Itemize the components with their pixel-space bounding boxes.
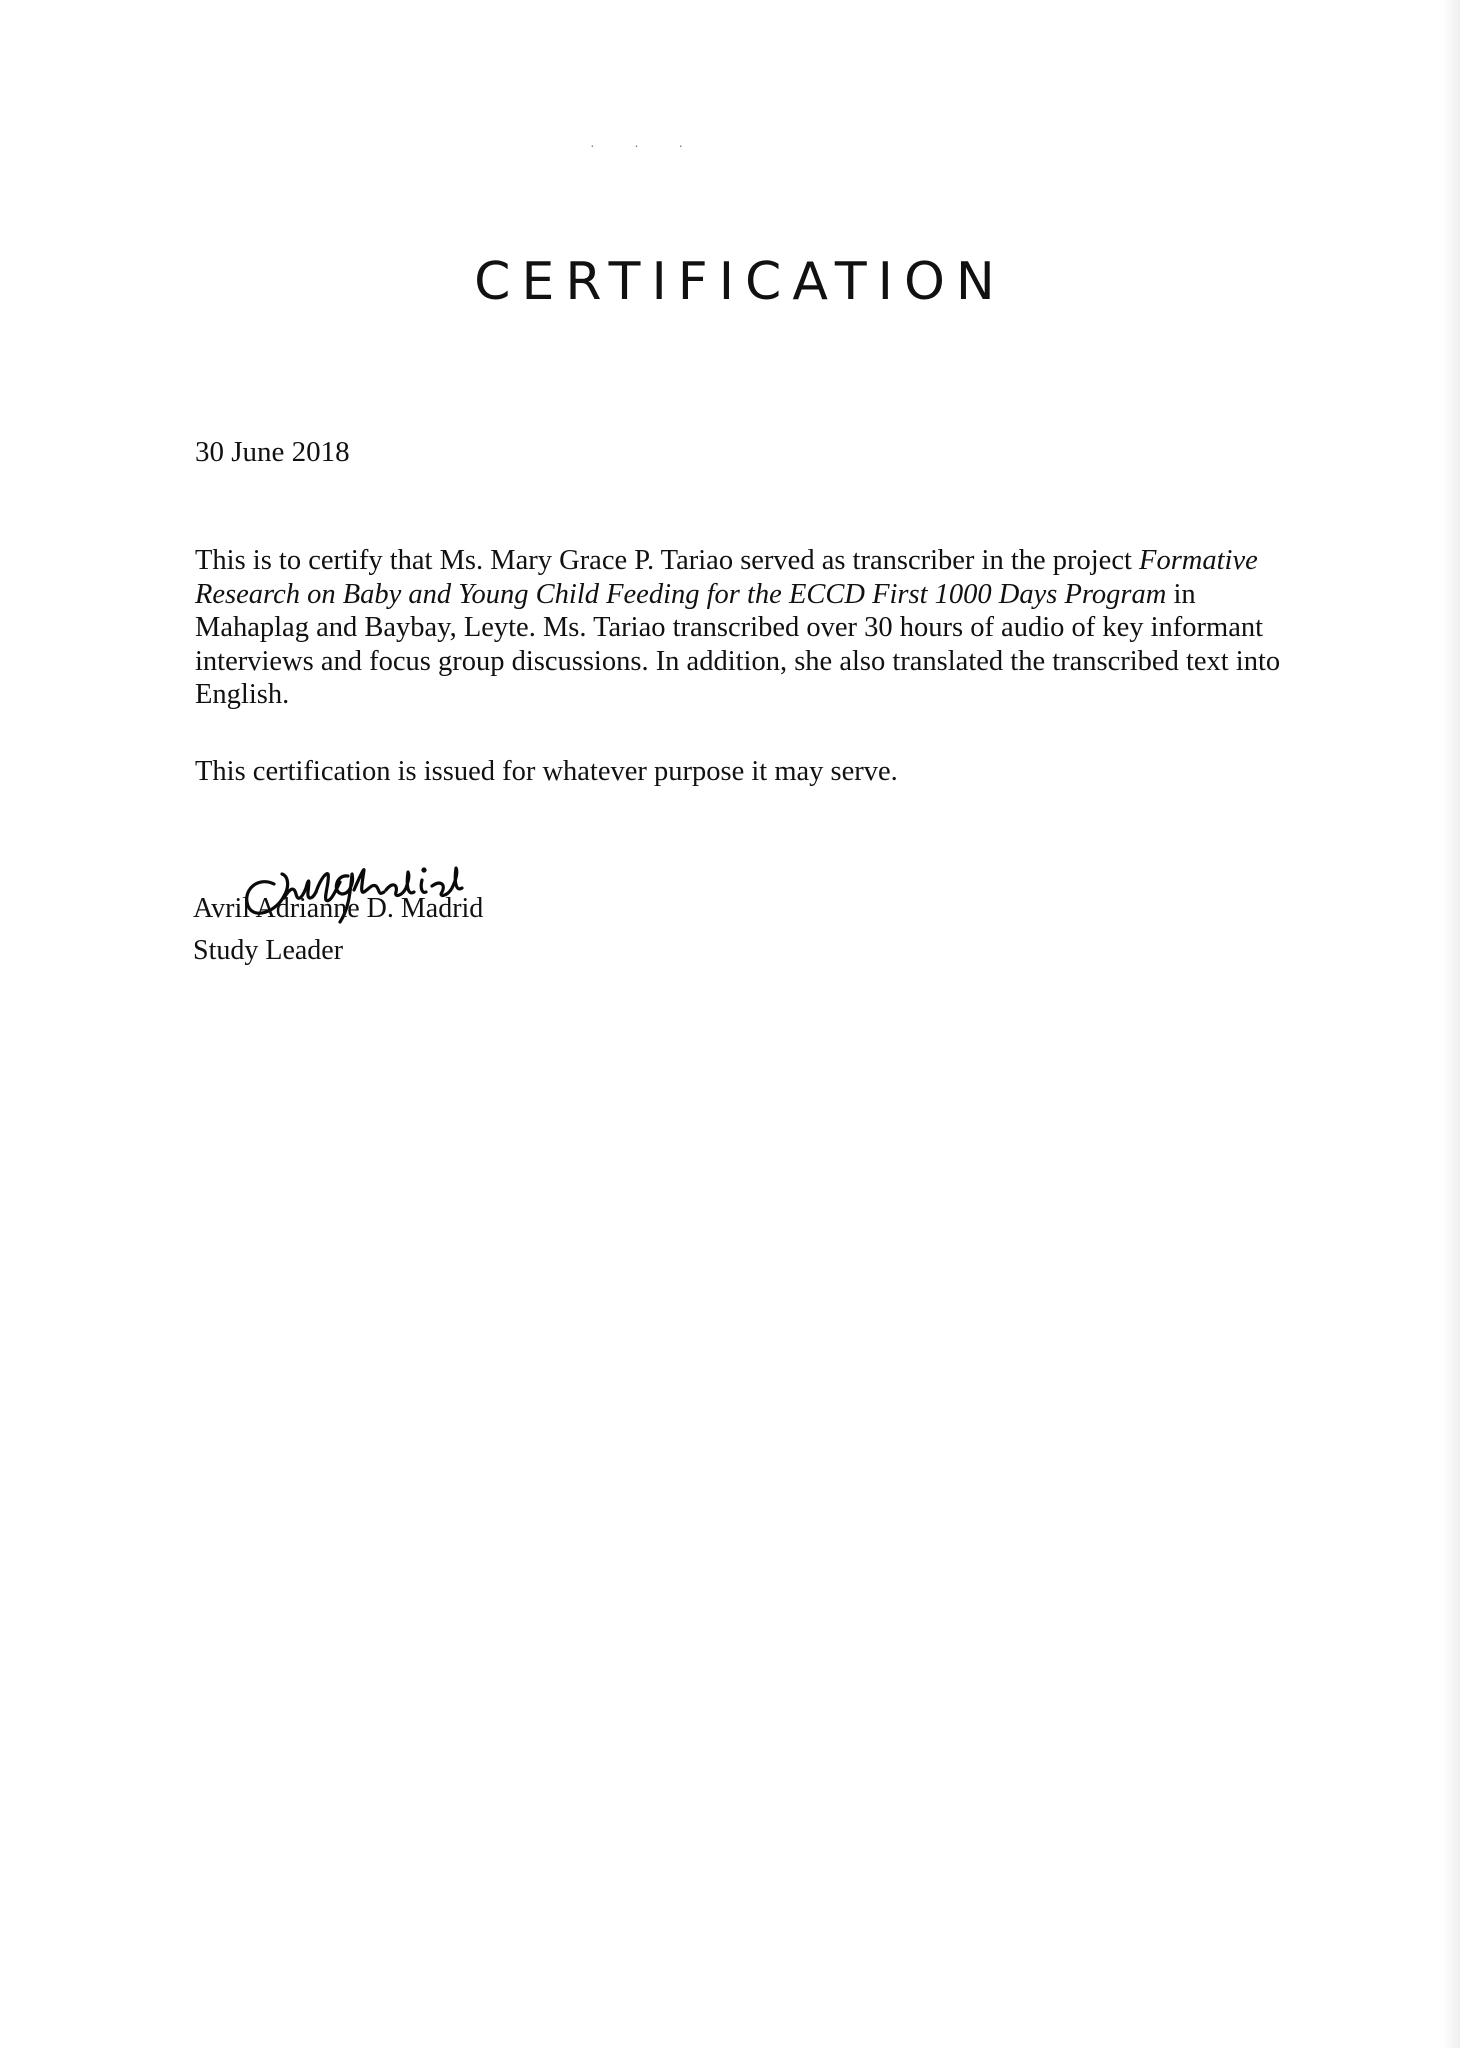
document-title: CERTIFICATION bbox=[474, 252, 1006, 312]
paragraph-text-start: This is to certify that Ms. Mary Grace P. Tariao served as transcriber in the project bbox=[195, 545, 1140, 576]
project-title: Formative Research on Baby and Young Child Feeding for the ECCD First 1000 Days Program bbox=[195, 545, 1258, 610]
certification-paragraph bbox=[195, 544, 1285, 712]
signer-title: Study Leader bbox=[193, 935, 344, 966]
paragraph-text-end: in Mahaplag and Baybay, Leyte. Ms. Tariao transcribed over 30 hours of audio of key informant interviews and focus group discussions. In addition, she also translated the transcribed text into English. bbox=[195, 578, 1281, 710]
signer-name: Avril Adrianne D. Madrid bbox=[193, 893, 484, 924]
scan-artifact-dots: · · · bbox=[590, 140, 701, 155]
closing-statement: This certification is issued for whatever purpose it may serve. bbox=[195, 756, 898, 787]
document-date: 30 June 2018 bbox=[195, 436, 350, 468]
